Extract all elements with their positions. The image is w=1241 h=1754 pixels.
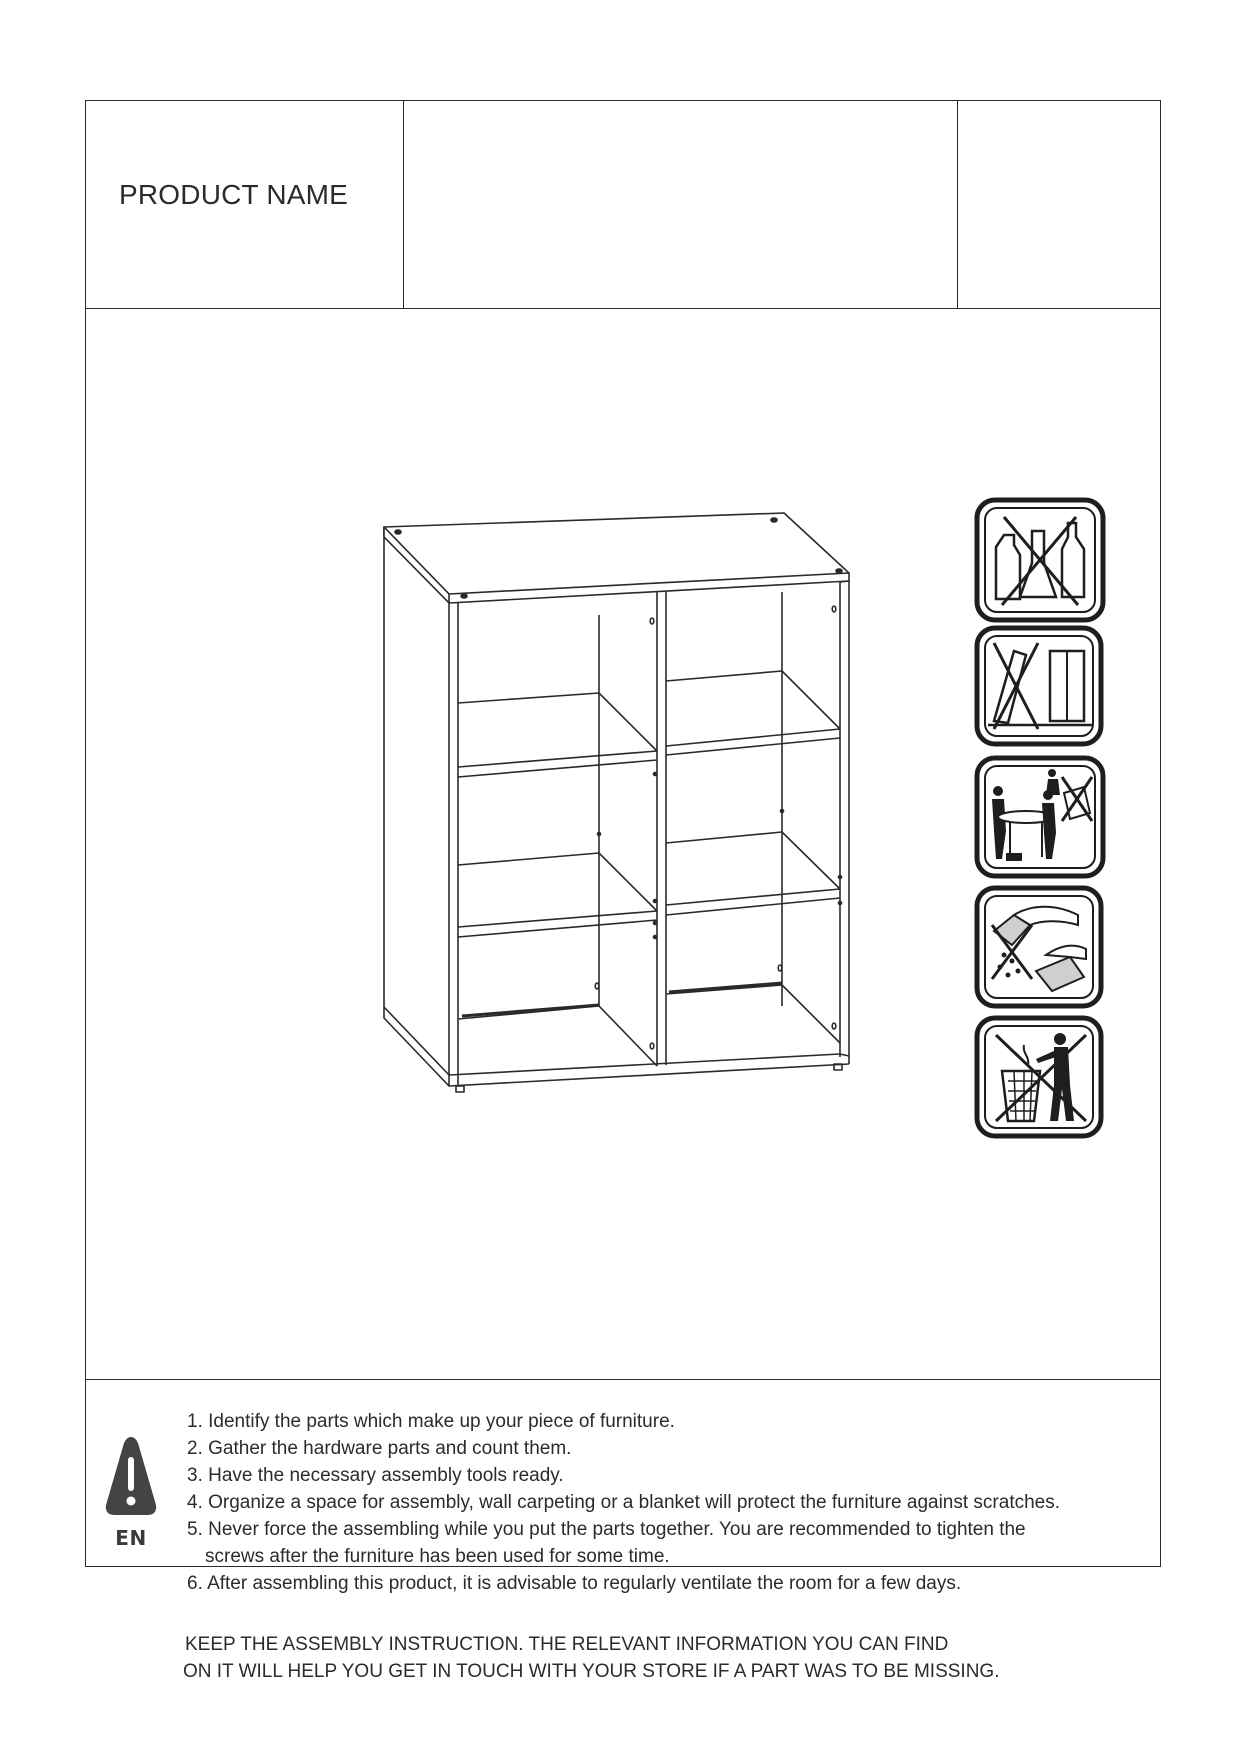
keep-instructions-line-2: ON IT WILL HELP YOU GET IN TOUCH WITH YOUR STORE IF A PART WAS TO BE MISSING. [183, 1661, 1000, 1682]
no-chemical-cleaners-icon [974, 497, 1106, 623]
two-person-assembly-icon [974, 755, 1106, 879]
do-not-dispose-in-bin-icon [974, 1015, 1106, 1139]
product-info-cell [404, 101, 958, 308]
list-item: 2. Gather the hardware parts and count them. [187, 1438, 572, 1459]
header-table [86, 101, 1160, 309]
product-name-cell [86, 101, 404, 308]
list-item: 3. Have the necessary assembly tools ready. [187, 1465, 564, 1486]
product-code-cell [958, 101, 1162, 308]
instruction-sheet [85, 100, 1161, 1682]
list-item: screws after the furniture has been used for some time. [205, 1546, 670, 1567]
language-code: EN [115, 1526, 147, 1550]
keep-instructions-line-1: KEEP THE ASSEMBLY INSTRUCTION. THE RELEVANT INFORMATION YOU CAN FIND [185, 1634, 949, 1655]
list-item: 1. Identify the parts which make up your piece of furniture. [187, 1411, 675, 1432]
language-warning-block [96, 1435, 166, 1550]
product-name-label: PRODUCT NAME [119, 179, 349, 210]
clean-with-damp-cloth-icon [974, 885, 1106, 1009]
list-item: 4. Organize a space for assembly, wall carpeting or a blanket will protect the furniture against scratches. [187, 1492, 1061, 1513]
list-item: 6. After assembling this product, it is advisable to regularly ventilate the room for a few days. [187, 1573, 962, 1594]
illustration-area [86, 309, 1160, 1380]
no-leaning-doors-icon [974, 625, 1106, 747]
assembly-steps-list [187, 1408, 1060, 1597]
cube-bookcase-icon [294, 511, 854, 1191]
list-item: 5. Never force the assembling while you put the parts together. You are recommended to tighten the [187, 1519, 1026, 1540]
warning-icon [104, 1435, 158, 1517]
assembly-notes [86, 1380, 1160, 1682]
